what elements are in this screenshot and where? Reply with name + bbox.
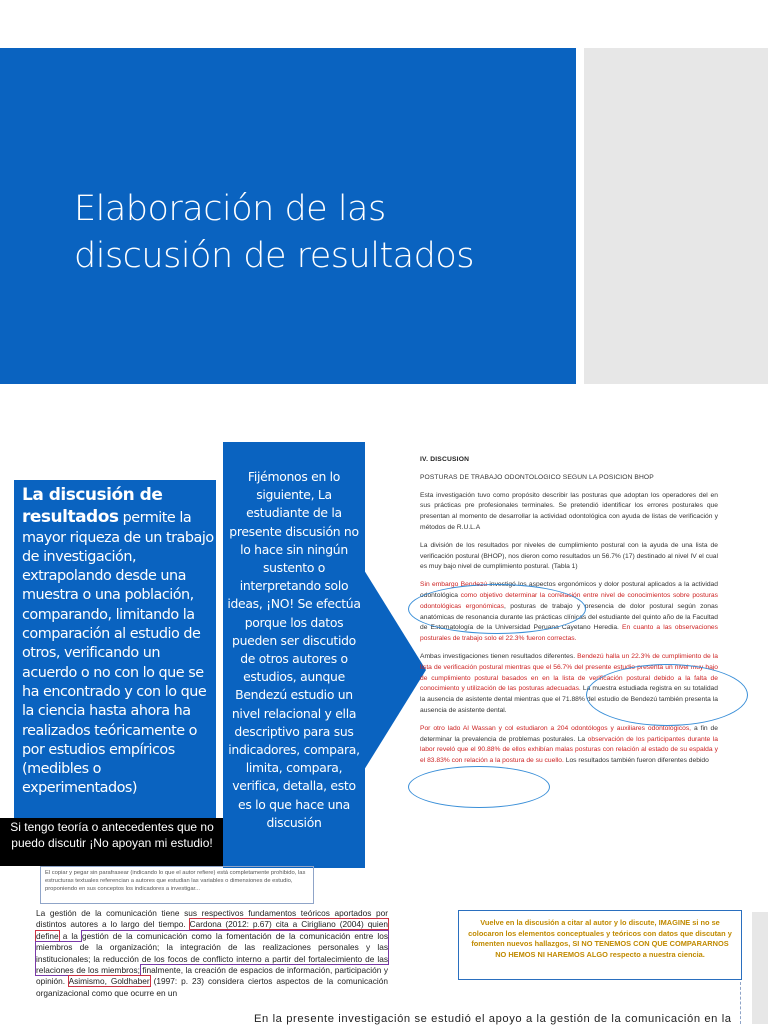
highlight-circle-bendezu — [408, 584, 586, 634]
excerpt-p5-text: a fin de determinar la prevalencia de problemas posturales. La — [420, 724, 718, 743]
discussion-definition-box — [14, 480, 216, 820]
scan-line-2: a la — [58, 930, 82, 941]
scan-line-1: La gestión de la comunicación tiene sus respectivos fundamentos teóricos aportados por distintos autores a lo largo del tiempo. — [36, 908, 388, 930]
copy-paste-warning-note: El copiar y pegar sin parafrasear (indicando lo que el autor refiere) está completamente prohibido, las estructuras textuales referencian a autores que estudian las variables o dimensiones de estudio, proponiendo en sus conceptos los indicadores a investigar... — [40, 866, 314, 904]
excerpt-paragraph-1: Esta investigación tuvo como propósito describir las posturas que adoptan los operadores del en sus prácticas pre profesionales terminales. Se pretendió identificar los errores posturales que presentan al momento de desarrollar la actividad odontológica con ayuda de listas de verificación y métodos de R.U.L.A — [420, 491, 718, 531]
slide-title-line-2: discusión de resultados — [74, 236, 474, 276]
excerpt-paragraph-2: La división de los resultados por niveles de cumplimiento postural con la ayuda de una lista de verificación postural (BHOP), nos dieron como resultados un 56.7% (17) destinado al nivel IV el cual es muy bajo nivel de cumplimiento postural. (Tabla 1) — [420, 541, 718, 571]
discussion-definition-text: permite la mayor riqueza de un trabajo de investigación, extrapolando desde una muestra o una población, comparando, limitando la comparación al estudio de otros, verificando un acuerdo o no con lo que se ha encontrado y con lo que la ciencia hasta ahora ha realizados teóricamente o por estudios empíricos (medibles o experimentados) — [22, 510, 214, 797]
gray-side-panel-bottom — [752, 912, 768, 1024]
dashed-guide-line — [740, 982, 741, 1024]
discussion-definition-highlight: La discusión de resultados — [22, 485, 163, 528]
excerpt-p5-author: Por otro lado Al Wassan y col estudiaron a 204 odontólogos y auxiliares odontológicos, — [420, 724, 692, 732]
excerpt-p5-result: observación de los participantes durante la labor reveló que el 90.88% de ellos exhibían malas posturas con relación al estado de su espalda y el 83.83% con relación a la postura de su cuello. — [420, 735, 718, 765]
scan-footer-line: En la presente investigación se estudió el apoyo a la gestión de la comunicación en la — [254, 1013, 732, 1025]
excerpt-p4-text: La muestra estudiada registra en su totalidad la ausencia de asistente dental mientras que el 71.88% del estudio de Bendezú también presenta la ausencia de asistente dental. — [420, 685, 718, 714]
scan-definition-boxed: gestión de la comunicación como la fomentación de la comunicación entre los miembros de la organización; la integración de las realizaciones personales y las institucionales; la reducción de los focos de conflicto interno a partir del fortalecimiento de las relaciones de los miembros; — [36, 930, 388, 976]
excerpt-heading: IV. DISCUSION — [420, 456, 470, 463]
slide-title-line-1: Elaboración de las — [74, 189, 386, 229]
scan-citation-goldhaber: Asimismo, Goldhaber — [68, 976, 150, 987]
example-explanation-box: Fijémonos en lo siguiente, La estudiante de la presente discusión no lo hace sin ningún sustento o interpretando solo ideas, ¡NO! Se efectúa porque los datos pueden ser discutido de otros autores o estudios, aunque Bendezú estudio un nivel relacional y ella descriptivo para sus indicadores, compara, limita, compara, verifica, detalla, esto es lo que hace una discusión — [223, 442, 365, 868]
highlight-circle-wassan — [408, 766, 550, 808]
theory-warning-note: Si tengo teoría o antecedentes que no puedo discutir ¡No apoyan mi estudio! — [0, 818, 224, 866]
excerpt-p5-text-2: Los resultados también fueron diferentes debido — [563, 757, 709, 765]
gray-side-panel — [584, 48, 768, 384]
excerpt-p4-comparison: Bendezú halla un 22.3% de cumplimiento de la lista de verificación postural mientras que el 56.7% del presente estudio presenta un nivel muy bajo de cumplimiento postural basados en en la lista de verificación postural debido a la falta de conocimiento y utilización de las posturas adecuadas. — [420, 652, 718, 693]
scan-line-4: (1997: p. 23) considera ciertos aspectos de la comunicación organizacional como que ocurre en un — [36, 976, 389, 998]
excerpt-p3-author: Sin embargo Bendezú — [420, 581, 488, 589]
citation-reminder-note: Vuelve en la discusión a citar al autor y lo discute, IMAGINE si no se colocaron los elementos conceptuales y teóricos con datos que discutan y fomenten nuevos hallazgos, SI NO TENEMOS CON QUE COMPARARNOS NO HEMOS NI HAREMOS ALGO respecto a nuestra ciencia. — [458, 910, 742, 980]
scan-citation-cardona: Cardona (2012: p.67) cita a Cirigliano (2004) quien define — [36, 919, 388, 941]
excerpt-p3-result: En cuanto a las observaciones posturales de trabajo solo el 22.3% fueron correctas. — [420, 624, 718, 643]
excerpt-p3-objective: como objetivo determinar la correlación entre nivel de conocimientos sobre posturas odontológicas ergonómicas — [420, 591, 718, 610]
excerpt-paragraph-5 — [420, 724, 718, 767]
excerpt-p3-text: investigó los aspectos ergonómicos y dolor postural aplicados a la actividad odontológica — [420, 581, 718, 599]
communication-management-excerpt — [36, 908, 388, 999]
highlight-circle-result — [586, 664, 748, 726]
excerpt-p4-intro: Ambas investigaciones tienen resultados diferentes. — [420, 652, 578, 660]
excerpt-p3-text-2: , posturas de trabajo y presencia de dolor postural según zonas anatómicas de resonancia durante las prácticas clínicas del estudiante del quinto año de la Facultad de Estomatología de la Universidad Peruana Cayetano Heredia. — [420, 602, 719, 632]
slide-title — [74, 186, 554, 280]
excerpt-subheading: POSTURAS DE TRABAJO ODONTOLOGICO SEGUN LA POSICION BHOP — [420, 473, 654, 481]
scan-line-3: finalmente, la creación de espacios de información, participación y opinión. — [36, 965, 388, 987]
